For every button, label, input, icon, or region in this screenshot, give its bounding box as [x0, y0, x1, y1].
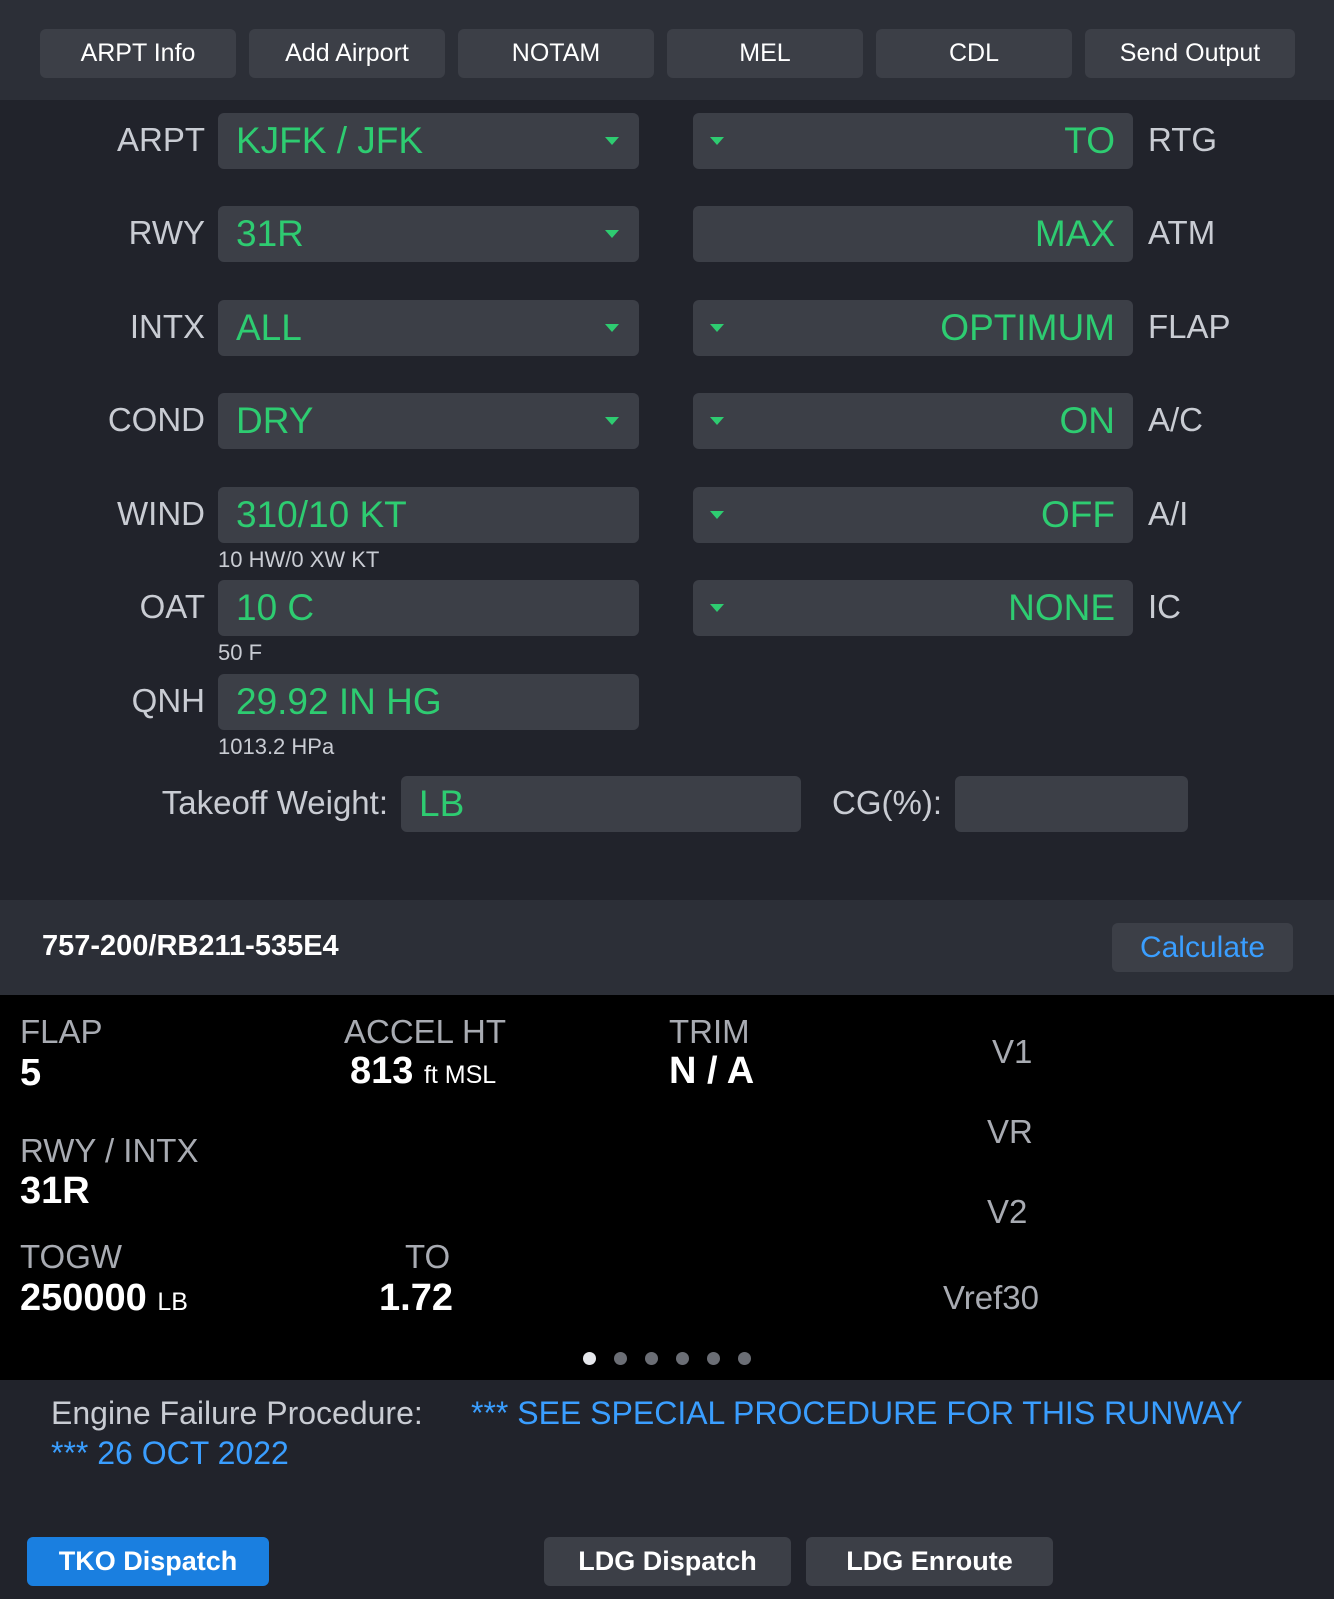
arpt-dropdown[interactable]	[218, 113, 639, 169]
wind-field[interactable]	[218, 487, 639, 543]
atm-field[interactable]	[693, 206, 1133, 262]
page-dot[interactable]	[583, 1352, 596, 1365]
takeoff-weight-label: Takeoff Weight:	[161, 784, 388, 821]
v2-label: V2	[987, 1193, 1028, 1230]
rtg-dropdown[interactable]	[693, 113, 1133, 169]
flap-dropdown[interactable]	[693, 300, 1133, 356]
send-output-button[interactable]: Send Output	[1085, 29, 1295, 78]
intx-label: INTX	[129, 308, 205, 345]
chevron-down-icon	[710, 511, 724, 519]
input-form	[0, 100, 1334, 900]
oat-value: 10 C	[236, 587, 315, 628]
chevron-down-icon	[605, 137, 619, 145]
result-trim-value: N / A	[669, 1050, 755, 1092]
result-accel-unit: ft MSL	[423, 1061, 497, 1089]
result-togw-label: TOGW	[20, 1238, 123, 1275]
ac-value: ON	[1059, 400, 1115, 441]
ic-value: NONE	[1008, 587, 1115, 628]
result-accel-label: ACCEL HT	[344, 1013, 506, 1050]
results-panel[interactable]	[0, 995, 1334, 1380]
takeoff-weight-value: LB	[419, 783, 465, 824]
page-dot[interactable]	[645, 1352, 658, 1365]
chevron-down-icon	[605, 417, 619, 425]
result-trim-label: TRIM	[669, 1013, 750, 1050]
oat-field[interactable]	[218, 580, 639, 636]
chevron-down-icon	[605, 230, 619, 238]
page-dot[interactable]	[738, 1352, 751, 1365]
cond-dropdown[interactable]	[218, 393, 639, 449]
result-accel-value: 813	[350, 1050, 414, 1092]
v1-label: V1	[992, 1033, 1033, 1070]
page-dot[interactable]	[614, 1352, 627, 1365]
ac-dropdown[interactable]	[693, 393, 1133, 449]
ai-dropdown[interactable]	[693, 487, 1133, 543]
aircraft-type: 757-200/RB211-535E4	[42, 930, 339, 962]
result-togw-value: 250000	[20, 1277, 147, 1319]
chevron-down-icon	[710, 324, 724, 332]
ic-dropdown[interactable]	[693, 580, 1133, 636]
rwy-value: 31R	[236, 213, 304, 254]
ldg-dispatch-tab[interactable]: LDG Dispatch	[544, 1537, 791, 1586]
result-togw-unit: LB	[157, 1288, 188, 1316]
vref30-label: Vref30	[943, 1279, 1040, 1316]
chevron-down-icon	[710, 137, 724, 145]
engine-failure-date[interactable]: *** 26 OCT 2022	[51, 1435, 289, 1471]
cg-label: CG(%):	[832, 784, 942, 821]
result-flap-label: FLAP	[20, 1013, 103, 1050]
arpt-label: ARPT	[116, 121, 205, 158]
bottom-tab-bar	[0, 1515, 1334, 1599]
intx-value: ALL	[236, 307, 302, 348]
rtg-value: TO	[1064, 120, 1115, 161]
rwy-dropdown[interactable]	[218, 206, 639, 262]
ic-label: IC	[1148, 588, 1181, 625]
wind-label: WIND	[117, 495, 205, 532]
oat-fahrenheit: 50 F	[218, 640, 263, 665]
engine-failure-label: Engine Failure Procedure:	[51, 1395, 423, 1431]
ai-value: OFF	[1041, 494, 1115, 535]
add-airport-button[interactable]: Add Airport	[249, 29, 445, 78]
result-to-value: 1.72	[379, 1277, 453, 1319]
cond-value: DRY	[236, 400, 314, 441]
rtg-label: RTG	[1148, 121, 1218, 158]
mel-button[interactable]: MEL	[667, 29, 863, 78]
takeoff-weight-field[interactable]	[401, 776, 801, 832]
cdl-button[interactable]: CDL	[876, 29, 1072, 78]
qnh-hpa: 1013.2 HPa	[218, 734, 335, 759]
top-toolbar	[0, 0, 1334, 100]
chevron-down-icon	[605, 324, 619, 332]
ac-label: A/C	[1148, 401, 1204, 438]
qnh-value: 29.92 IN HG	[236, 681, 442, 722]
engine-failure-link[interactable]: *** SEE SPECIAL PROCEDURE FOR THIS RUNWAY	[471, 1395, 1243, 1431]
result-flap-value: 5	[20, 1052, 42, 1094]
result-rwy-intx-label: RWY / INTX	[20, 1132, 199, 1169]
wind-value: 310/10 KT	[236, 494, 407, 535]
result-accel	[350, 1050, 496, 1093]
oat-label: OAT	[139, 588, 205, 625]
chevron-down-icon	[710, 604, 724, 612]
result-togw	[20, 1277, 188, 1320]
engine-failure-procedure	[0, 1380, 1334, 1515]
wind-components: 10 HW/0 XW KT	[218, 547, 380, 572]
page-dot[interactable]	[707, 1352, 720, 1365]
cond-label: COND	[107, 401, 205, 438]
page-indicator[interactable]	[583, 1352, 751, 1365]
page-dot[interactable]	[676, 1352, 689, 1365]
atm-value: MAX	[1034, 213, 1115, 254]
aircraft-bar	[0, 900, 1334, 995]
tko-dispatch-tab[interactable]: TKO Dispatch	[27, 1537, 269, 1586]
ai-label: A/I	[1148, 495, 1189, 532]
flap-label: FLAP	[1148, 308, 1231, 345]
result-to-label: TO	[405, 1238, 451, 1275]
result-rwy-intx-value: 31R	[20, 1170, 90, 1212]
atm-label: ATM	[1148, 214, 1216, 251]
rwy-label: RWY	[128, 214, 205, 251]
intx-dropdown[interactable]	[218, 300, 639, 356]
vr-label: VR	[987, 1113, 1033, 1150]
qnh-field[interactable]	[218, 674, 639, 730]
qnh-label: QNH	[131, 682, 205, 719]
ldg-enroute-tab[interactable]: LDG Enroute	[806, 1537, 1053, 1586]
chevron-down-icon	[710, 417, 724, 425]
arpt-info-button[interactable]: ARPT Info	[40, 29, 236, 78]
calculate-button[interactable]: Calculate	[1112, 923, 1293, 972]
arpt-value: KJFK / JFK	[236, 120, 424, 161]
flap-value: OPTIMUM	[940, 307, 1115, 348]
notam-button[interactable]: NOTAM	[458, 29, 654, 78]
cg-field[interactable]	[955, 776, 1188, 832]
